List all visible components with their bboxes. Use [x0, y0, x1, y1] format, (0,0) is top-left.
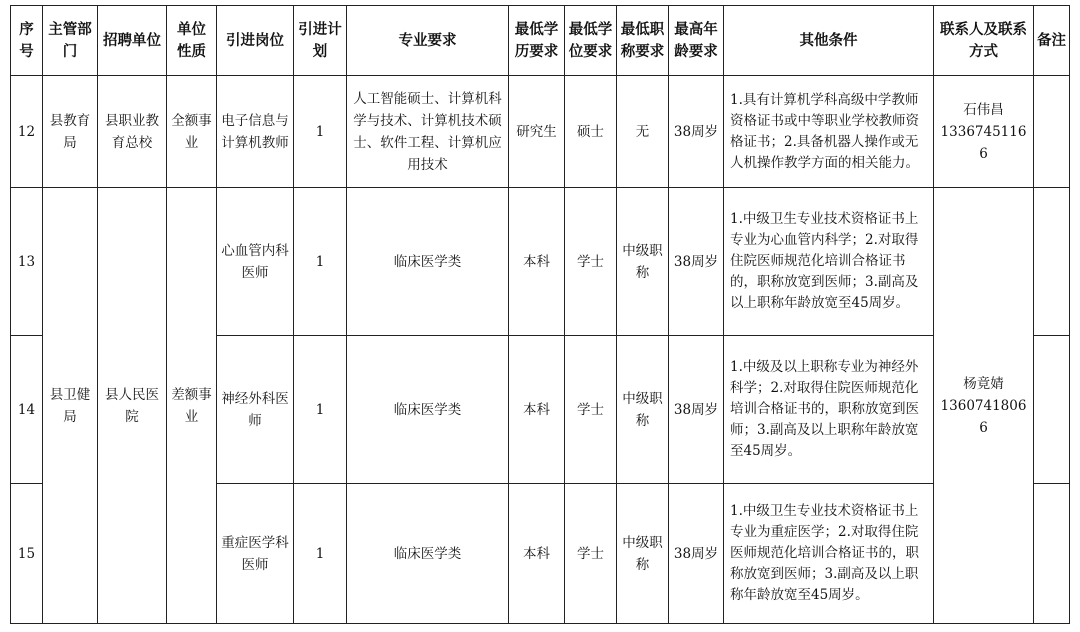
- major-cell: 临床医学类: [347, 484, 509, 624]
- header-title: 最低职称要求: [617, 6, 669, 76]
- major-cell: 临床医学类: [347, 336, 509, 484]
- major-cell: 人工智能硕士、计算机科学与技术、计算机技术硕士、软件工程、计算机应用技术: [347, 76, 509, 188]
- dept-cell: 县教育局: [43, 76, 98, 188]
- position-cell: 重症医学科医师: [217, 484, 294, 624]
- seq-cell: 14: [11, 336, 43, 484]
- title-cell: 中级职称: [617, 336, 669, 484]
- contact-phone: 13607418066: [940, 397, 1027, 436]
- recruitment-table: [10, 5, 1070, 624]
- plan-cell: 1: [294, 188, 347, 336]
- unit-cell: 县职业教育总校: [98, 76, 167, 188]
- header-degree: 最低学位要求: [565, 6, 617, 76]
- header-major: 专业要求: [347, 6, 509, 76]
- degree-cell: 学士: [565, 188, 617, 336]
- other-cell: 1.中级及以上职称专业为神经外科学；2.对取得住院医师规范化培训合格证书的，职称放宽到医师；3.副高及以上职称年龄放宽至45周岁。: [724, 336, 934, 484]
- plan-cell: 1: [294, 76, 347, 188]
- degree-cell: 学士: [565, 336, 617, 484]
- contact-cell: [934, 76, 1034, 188]
- seq-cell: 13: [11, 188, 43, 336]
- other-cell: 1.中级卫生专业技术资格证书上专业为重症医学；2.对取得住院医师规范化培训合格证书的，职称放宽到医师；3.副高及以上职称年龄放宽至45周岁。: [724, 484, 934, 624]
- nature-cell: 差额事业: [167, 188, 217, 624]
- edu-cell: 研究生: [509, 76, 565, 188]
- plan-cell: 1: [294, 484, 347, 624]
- header-age: 最高年龄要求: [669, 6, 724, 76]
- title-cell: 无: [617, 76, 669, 188]
- age-cell: 38周岁: [669, 188, 724, 336]
- position-cell: 神经外科医师: [217, 336, 294, 484]
- edu-cell: 本科: [509, 484, 565, 624]
- dept-cell: 县卫健局: [43, 188, 98, 624]
- other-cell: 1.中级卫生专业技术资格证书上专业为心血管内科学；2.对取得住院医师规范化培训合格证书的，职称放宽到医师；3.副高及以上职称年龄放宽至45周岁。: [724, 188, 934, 336]
- seq-cell: 15: [11, 484, 43, 624]
- header-edu: 最低学历要求: [509, 6, 565, 76]
- contact-name: 石伟昌: [963, 101, 1004, 118]
- table-row: [11, 188, 1070, 336]
- contact-cell: [934, 188, 1034, 624]
- degree-cell: 学士: [565, 484, 617, 624]
- title-cell: 中级职称: [617, 484, 669, 624]
- header-plan: 引进计划: [294, 6, 347, 76]
- age-cell: 38周岁: [669, 484, 724, 624]
- position-cell: 心血管内科医师: [217, 188, 294, 336]
- remark-cell: [1034, 188, 1070, 336]
- edu-cell: 本科: [509, 336, 565, 484]
- header-seq: 序号: [11, 6, 43, 76]
- header-contact: 联系人及联系方式: [934, 6, 1034, 76]
- degree-cell: 硕士: [565, 76, 617, 188]
- seq-cell: 12: [11, 76, 43, 188]
- header-remark: 备注: [1034, 6, 1070, 76]
- plan-cell: 1: [294, 336, 347, 484]
- unit-cell: 县人民医院: [98, 188, 167, 624]
- title-cell: 中级职称: [617, 188, 669, 336]
- position-cell: 电子信息与计算机教师: [217, 76, 294, 188]
- remark-cell: [1034, 484, 1070, 624]
- header-nature: 单位性质: [167, 6, 217, 76]
- table-row: [11, 76, 1070, 188]
- header-position: 引进岗位: [217, 6, 294, 76]
- remark-cell: [1034, 336, 1070, 484]
- other-cell: 1.具有计算机学科高级中学教师资格证书或中等职业学校教师资格证书；2.具备机器人操作或无人机操作教学方面的相关能力。: [724, 76, 934, 188]
- edu-cell: 本科: [509, 188, 565, 336]
- nature-cell: 全额事业: [167, 76, 217, 188]
- contact-phone: 13367451166: [940, 123, 1027, 162]
- age-cell: 38周岁: [669, 336, 724, 484]
- contact-name: 杨竟婧: [963, 375, 1004, 392]
- remark-cell: [1034, 76, 1070, 188]
- header-other: 其他条件: [724, 6, 934, 76]
- table-header-row: [11, 6, 1070, 76]
- header-unit: 招聘单位: [98, 6, 167, 76]
- major-cell: 临床医学类: [347, 188, 509, 336]
- header-dept: 主管部门: [43, 6, 98, 76]
- age-cell: 38周岁: [669, 76, 724, 188]
